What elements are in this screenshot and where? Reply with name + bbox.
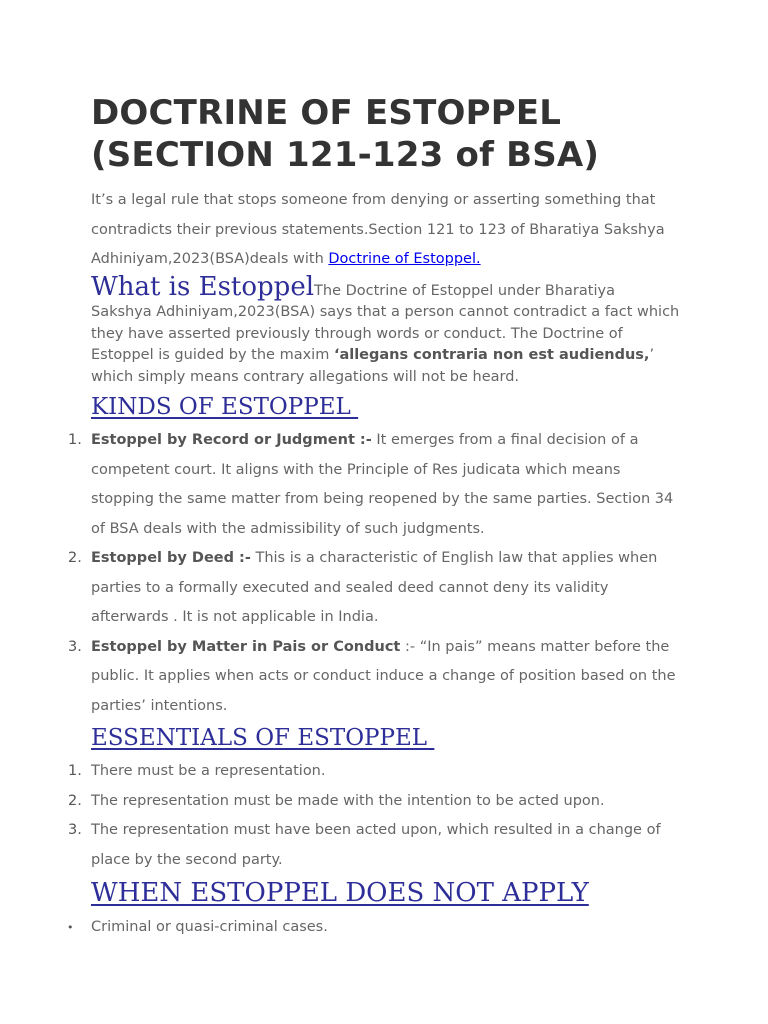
title-line-2: (SECTION 121-123 of BSA)	[91, 135, 600, 175]
kind-text: This is a characteristic of English law that applies when parties to a formally executed and sealed deed cannot deny its validity afterwards . It is not applicable in India.	[91, 550, 658, 625]
essentials-of-estoppel-heading: ESSENTIALS OF ESTOPPEL	[91, 725, 435, 751]
list-marker: 1.	[68, 763, 82, 779]
kind-label: Estoppel by Deed :-	[91, 550, 251, 566]
list-item	[68, 544, 680, 633]
when-estoppel-does-not-apply-heading: WHEN ESTOPPEL DOES NOT APPLY	[91, 878, 589, 908]
kind-text: It emerges from a final decision of a competent court. It aligns with the Principle of Res judicata which means stopping the same matter from being reopened by the same parties. Section 34 of BSA deals with the admissibility of such judgments.	[91, 432, 674, 537]
kind-text: :- “In pais” means matter before the public. It applies when acts or conduct induce a change of position based on the parties’ intentions.	[91, 638, 676, 714]
essentials-list	[68, 757, 680, 875]
intro-text: It’s a legal rule that stops someone from denying or asserting something that contradicts their previous statements.Section 121 to 123 of Bharatiya Sakshya Adhiniyam,2023(BSA)deals with	[91, 192, 665, 267]
what-is-estoppel-paragraph	[91, 271, 680, 389]
list-item	[68, 426, 680, 544]
what-is-estoppel-heading: What is Estoppel	[91, 271, 315, 302]
list-item	[68, 757, 680, 787]
list-marker: 3.	[68, 638, 82, 655]
not-apply-text: Criminal or quasi-criminal cases.	[91, 919, 328, 935]
page-title	[91, 92, 680, 176]
what-text-after: ’ which simply means contrary allegations will not be heard.	[91, 347, 655, 385]
list-item	[68, 816, 680, 875]
kinds-of-estoppel-heading: KINDS OF ESTOPPEL	[91, 394, 359, 420]
list-marker: 1.	[68, 432, 82, 448]
list-marker: 2.	[68, 792, 82, 809]
list-item	[68, 787, 680, 817]
intro-paragraph	[91, 186, 680, 275]
list-marker: 3.	[68, 822, 82, 838]
list-marker: 2.	[68, 550, 82, 566]
kind-label: Estoppel by Matter in Pais or Conduct	[91, 638, 401, 655]
list-item	[67, 913, 680, 943]
doctrine-of-estoppel-link[interactable]: Doctrine of Estoppel.	[328, 251, 481, 267]
title-line-1: DOCTRINE OF ESTOPPEL	[91, 93, 562, 133]
what-text-before: The Doctrine of Estoppel under Bharatiya Sakshya Adhiniyam,2023(BSA) says that a person cannot contradict a fact which they have asserted previously through words or conduct. The Doctrine of Estoppel is guided by the maxim	[91, 282, 680, 363]
kind-label: Estoppel by Record or Judgment :-	[91, 432, 372, 448]
essential-text: The representation must have been acted upon, which resulted in a change of place by the second party.	[91, 822, 661, 868]
kinds-list	[68, 426, 680, 721]
maxim-text: ‘allegans contraria non est audiendus,	[333, 347, 650, 363]
essential-text: The representation must be made with the intention to be acted upon.	[91, 792, 605, 809]
list-item	[68, 633, 680, 722]
not-apply-list	[67, 913, 680, 943]
bullet-marker: •	[67, 921, 74, 934]
essential-text: There must be a representation.	[91, 763, 326, 779]
